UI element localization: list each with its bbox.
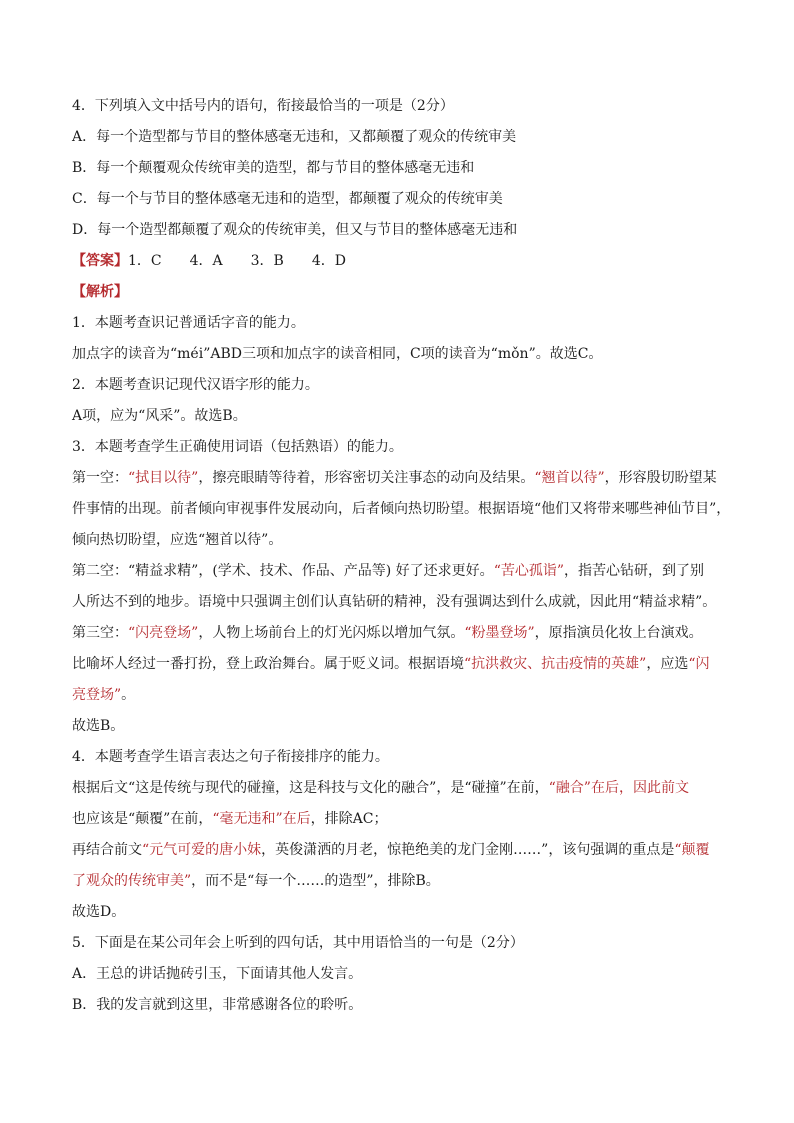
- highlight-term: “翘首以待”: [534, 470, 605, 486]
- analysis-4-line2: [72, 809, 732, 840]
- text-segment: ，人物上场前台上的灯光闪烁以增加气氛。: [198, 625, 465, 641]
- answer-label: 【答案】: [72, 253, 128, 269]
- highlight-term: “拭目以待”: [128, 470, 199, 486]
- question-4-option-b: B．每一个颠覆观众传统审美的造型，都与节目的整体感毫无违和: [72, 160, 475, 176]
- analysis-4-line4: [72, 871, 732, 902]
- question-4-option-d: D．每一个造型都颠覆了观众的传统审美，但又与节目的整体感毫无违和: [72, 222, 518, 238]
- document-body: [72, 96, 732, 1026]
- text-segment: 第三空：: [72, 625, 128, 641]
- text-segment: 第二空：“精益求精”，(学术、技术、作品、产品等) 好了还求更好。: [72, 563, 494, 579]
- analysis-2-text: A项，应为“风采”。故选B。: [72, 408, 247, 424]
- analysis-1-text: 加点字的读音为“méi”ABD三项和加点字的读音相同，C项的读音为“mǒn”。故选C。: [72, 346, 603, 362]
- question-4-stem: 4．下列填入文中括号内的语句，衔接最恰当的一项是（2分）: [72, 98, 454, 114]
- analysis-label: 【解析】: [72, 284, 128, 300]
- highlight-term: “毫无违和”在后: [212, 811, 311, 827]
- highlight-term: “苦心孤诣”: [493, 563, 565, 579]
- text-segment: 比喻坏人经过一番打扮，登上政治舞台。属于贬义词。根据语境: [72, 656, 464, 672]
- analysis-3-conclusion: 故选B。: [72, 718, 125, 734]
- highlight-term: “元气可爱的唐小妹: [142, 842, 262, 858]
- highlight-term: “抗洪救灾、抗击疫情的英雄”: [464, 656, 647, 672]
- answer-text: 1．C 4．A 3．B 4．D: [128, 253, 346, 269]
- analysis-3-blank3-line2: [72, 654, 732, 685]
- analysis-4-line3: [72, 840, 732, 871]
- analysis-3-blank3-line3: [72, 685, 732, 716]
- analysis-3-blank2-line2: 人所达不到的地步。语境中只强调主创们认真钻研的精神，没有强调达到什么成就，因此用“精益求精”。: [72, 594, 717, 610]
- analysis-3-blank1-line2: 件事情的出现。前者倾向审视事件发展动向，后者倾向热切盼望。根据语境“他们又将带来哪些神仙节目”，: [72, 501, 731, 517]
- analysis-3-blank2-line1: [72, 561, 732, 592]
- text-segment: ，擦亮眼睛等待着，形容密切关注事态的动向及结果。: [198, 470, 535, 486]
- highlight-term: 亮登场”: [72, 687, 122, 703]
- analysis-4-line1: [72, 778, 732, 809]
- text-segment: ，原指演员化妆上台演戏。: [534, 625, 703, 641]
- analysis-4-conclusion: 故选D。: [72, 904, 126, 920]
- text-segment: ，排除AC；: [310, 811, 388, 827]
- answer-line: [72, 251, 732, 282]
- highlight-term: “融合”在后，因此前文: [548, 780, 689, 796]
- text-segment: ，而不是“每一个……的造型”，排除B。: [191, 873, 440, 889]
- question-5-option-b: B．我的发言就到这里，非常感谢各位的聆听。: [72, 997, 363, 1013]
- analysis-3-blank1-line3: 倾向热切盼望，应选“翘首以待”。: [72, 532, 283, 548]
- highlight-term: “粉墨登场”: [464, 625, 535, 641]
- analysis-4-title: 4．本题考查学生语言表达之句子衔接排序的能力。: [72, 749, 389, 765]
- analysis-3-blank1-line1: [72, 468, 732, 499]
- highlight-term: “闪: [688, 656, 710, 672]
- text-segment: ，指苦心钻研，到了别: [564, 563, 705, 579]
- text-segment: 第一空：: [72, 470, 128, 486]
- text-segment: ，英俊潇洒的月老，惊艳绝美的龙门金刚……”，该句强调的重点是: [261, 842, 675, 858]
- text-segment: 根据后文“这是传统与现代的碰撞，这是科技与文化的融合”，是“碰撞”在前，: [72, 780, 549, 796]
- text-segment: ，应选: [646, 656, 689, 672]
- analysis-1-title: 1．本题考查识记普通话字音的能力。: [72, 315, 305, 331]
- highlight-term: 了观众的传统审美”: [72, 873, 192, 889]
- question-5-stem: 5．下面是在某公司年会上听到的四句话，其中用语恰当的一句是（2分）: [72, 935, 524, 951]
- text-segment: 也应该是“颠覆”在前，: [72, 811, 213, 827]
- question-4-option-a: A．每一个造型都与节目的整体感毫无违和，又都颠覆了观众的传统审美: [72, 129, 517, 145]
- text-segment: 。: [121, 687, 136, 703]
- analysis-3-blank3-line1: [72, 623, 732, 654]
- highlight-term: “闪亮登场”: [128, 625, 199, 641]
- highlight-term: “颠覆: [674, 842, 710, 858]
- text-segment: 再结合前文: [72, 842, 142, 858]
- analysis-3-title: 3．本题考查学生正确使用词语（包括熟语）的能力。: [72, 439, 403, 455]
- analysis-2-title: 2．本题考查识记现代汉语字形的能力。: [72, 377, 319, 393]
- question-5-option-a: A．王总的讲话抛砖引玉，下面请其他人发言。: [72, 966, 363, 982]
- question-4-option-c: C．每一个与节目的整体感毫无违和的造型，都颠覆了观众的传统审美: [72, 191, 503, 207]
- text-segment: ，形容殷切盼望某: [604, 470, 717, 486]
